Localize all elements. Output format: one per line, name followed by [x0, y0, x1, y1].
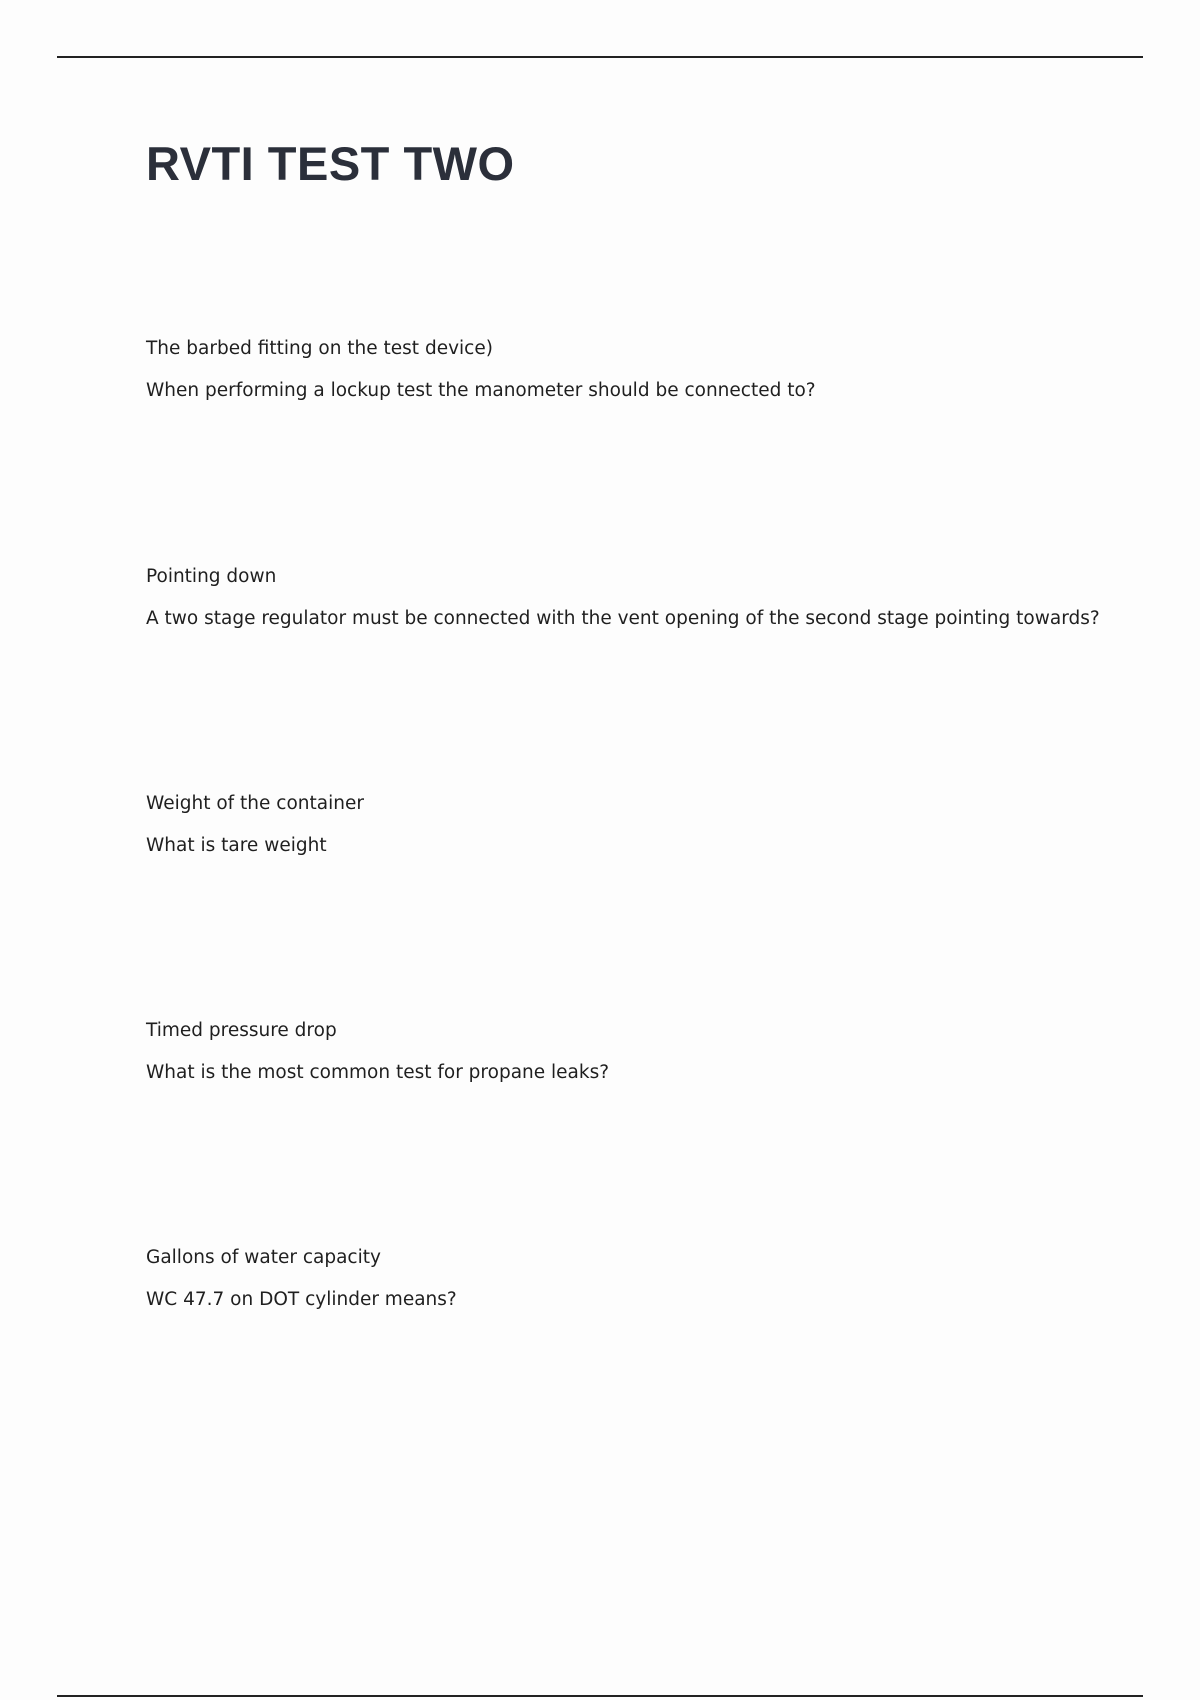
card-question: What is the most common test for propane leaks? — [146, 1062, 610, 1084]
flashcard-5 — [146, 1247, 1146, 1311]
flashcard-4 — [146, 1020, 1146, 1084]
top-divider — [57, 56, 1143, 58]
card-question: What is tare weight — [146, 835, 327, 857]
page-title: RVTI TEST TWO — [146, 137, 515, 190]
flashcard-1 — [146, 338, 1146, 402]
card-question: When performing a lockup test the manometer should be connected to? — [146, 380, 816, 402]
card-question: A two stage regulator must be connected with the vent opening of the second stage pointing towards? — [146, 608, 1100, 630]
card-answer: Gallons of water capacity — [146, 1247, 381, 1268]
card-answer: Weight of the container — [146, 793, 364, 814]
flashcard-3 — [146, 793, 1146, 857]
card-answer: The barbed fitting on the test device) — [146, 338, 493, 359]
card-question: WC 47.7 on DOT cylinder means? — [146, 1289, 457, 1311]
card-answer: Timed pressure drop — [146, 1020, 337, 1041]
card-answer: Pointing down — [146, 566, 277, 587]
flashcard-2 — [146, 566, 1146, 630]
bottom-divider — [57, 1695, 1143, 1697]
